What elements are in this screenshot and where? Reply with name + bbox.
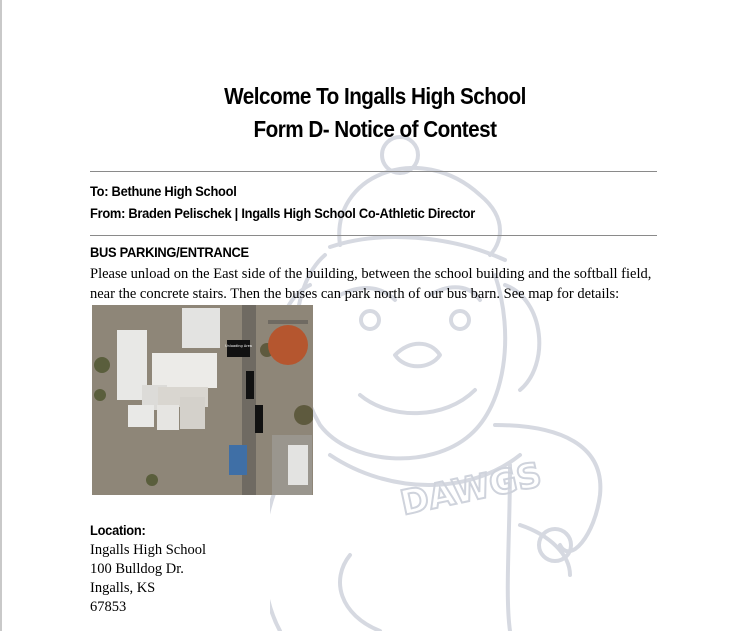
location-heading: Location: bbox=[90, 522, 146, 538]
address-street: 100 Bulldog Dr. bbox=[90, 561, 184, 577]
aerial-map-image bbox=[92, 305, 313, 495]
bus-instructions-line1: Please unload on the East side of the building, between the school building and the softball field, bbox=[90, 266, 652, 282]
to-line: To: Bethune High School bbox=[90, 183, 237, 199]
divider-top bbox=[90, 171, 657, 172]
document-subtitle: Form D- Notice of Contest bbox=[253, 116, 497, 142]
address-zip: 67853 bbox=[90, 599, 127, 615]
from-line: From: Braden Pelischek | Ingalls High School Co-Athletic Director bbox=[90, 205, 476, 221]
bus-parking-heading: BUS PARKING/ENTRANCE bbox=[90, 244, 249, 260]
address-city-state: Ingalls, KS bbox=[90, 580, 156, 596]
divider-bottom bbox=[90, 235, 657, 236]
watermark-text: DAWGS bbox=[396, 455, 546, 524]
bus-instructions-line2: near the concrete stairs. Then the buses can park north of our bus barn. See map for details: bbox=[90, 286, 620, 302]
address-name: Ingalls High School bbox=[90, 542, 206, 558]
document-title: Welcome To Ingalls High School bbox=[224, 83, 526, 109]
unloading-area-label: Unloading Area bbox=[225, 344, 252, 348]
